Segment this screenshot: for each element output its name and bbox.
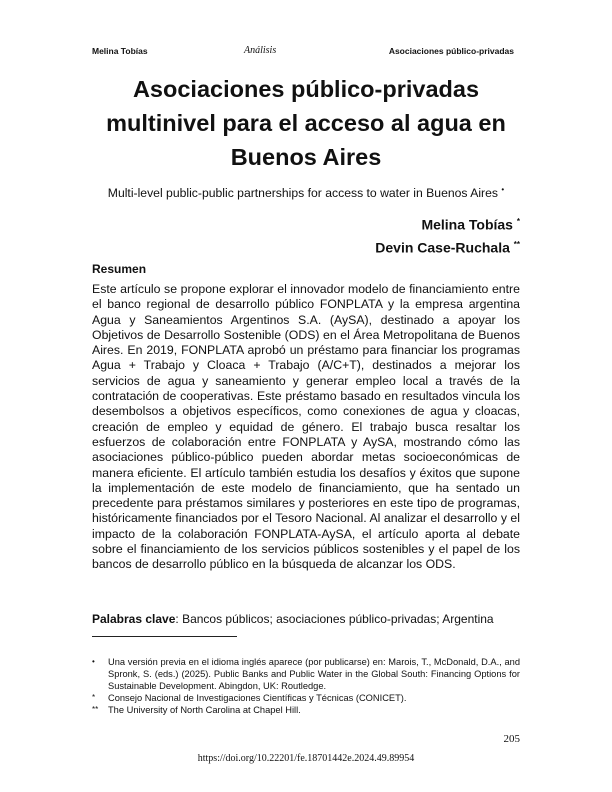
subtitle-footnote-mark: • — [501, 185, 505, 194]
header-author: Melina Tobías — [92, 46, 148, 56]
header-section: Análisis — [244, 45, 277, 56]
footnote-2 — [92, 692, 520, 704]
footnotes — [92, 656, 520, 716]
keywords — [92, 612, 520, 626]
author-2 — [92, 235, 520, 258]
footnote-3 — [92, 704, 520, 716]
author-1 — [92, 212, 520, 235]
doi-link[interactable]: https://doi.org/10.22201/fe.18701442e.2024.49.89954 — [197, 753, 415, 764]
article-title — [92, 72, 520, 174]
english-subtitle — [92, 185, 520, 200]
footnote-mark: ** — [92, 705, 99, 714]
footnote-text: Consejo Nacional de Investigaciones Científicas y Técnicas (CONICET). — [108, 693, 407, 703]
keywords-text: : Bancos públicos; asociaciones público-privadas; Argentina — [175, 612, 494, 626]
author-list — [92, 212, 520, 257]
footnote-mark: * — [92, 693, 96, 702]
footnote-separator — [92, 636, 237, 637]
keywords-label: Palabras clave — [92, 612, 176, 626]
author-footnote-mark: ** — [513, 239, 520, 249]
author-footnote-mark: * — [516, 217, 520, 226]
footnote-1 — [92, 656, 520, 692]
title-line-3: Buenos Aires — [230, 144, 382, 170]
footnote-mark: • — [92, 657, 95, 666]
running-header — [92, 46, 520, 60]
footnote-text: The University of North Carolina at Chapel Hill. — [108, 705, 301, 715]
abstract-body: Este artículo se propone explorar el innovador modelo de financiamiento entre el banco regional de desarrollo público FONPLATA y la empresa argentina Agua y Saneamientos Argentinos S.A. (AySA), destinado a apoyar los Objetivos de Desarrollo Sostenible (ODS) en el Área Metropolitana de Buenos Aires. En 2019, FONPLATA aprobó un préstamo para financiar los programas Agua + Trabajo y Cloaca + Trabajo (A/C+T), destinados a mejorar los servicios de agua y saneamiento y generar empleo local a través de la contratación de cooperativas. Este préstamo basado en resultados vincula los desembolsos a objetivos específicos, como conexiones de agua y cloacas, creación de empleo y equidad de género. El trabajo busca resaltar los esfuerzos de colaboración entre FONPLATA y AySA, mostrando cómo las asociaciones público-público pueden abordar metas socioeconómicas de manera eficiente. El artículo también estudia los desafíos y éxitos que supone la implementación de este modelo de financiamiento, que ha sentado un precedente para préstamos similares y posteriores en este tipo de programas, históricamente financiados por el Tesoro Nacional. Al analizar el desarrollo y el impacto de la colaboración FONPLATA-AySA, el artículo aporta al debate sobre el financiamiento de los servicios públicos sostenibles y el papel de los bancos de desarrollo público en la búsqueda de alcanzar los ODS. — [92, 282, 520, 572]
page-number: 205 — [503, 733, 520, 745]
author-name: Melina Tobías — [421, 216, 513, 233]
author-name: Devin Case-Ruchala — [375, 239, 510, 256]
title-line-1: Asociaciones público-privadas — [132, 76, 480, 102]
footnote-text: Una versión previa en el idioma inglés aparece (por publicarse) en: Marois, T., McDonald, D.A., and Spronk, S. (eds.) (2025). Public Banks and Public Water in the Global South: Financing Options for Sustainable Development. Abingdon, UK: Routledge. — [108, 657, 520, 691]
header-short-title: Asociaciones público-privadas — [388, 46, 514, 56]
abstract-heading: Resumen — [92, 262, 147, 276]
title-line-2: multinivel para el acceso al agua en — [106, 110, 506, 136]
subtitle-text: Multi-level public-public partnerships for access to water in Buenos Aires — [107, 186, 498, 201]
